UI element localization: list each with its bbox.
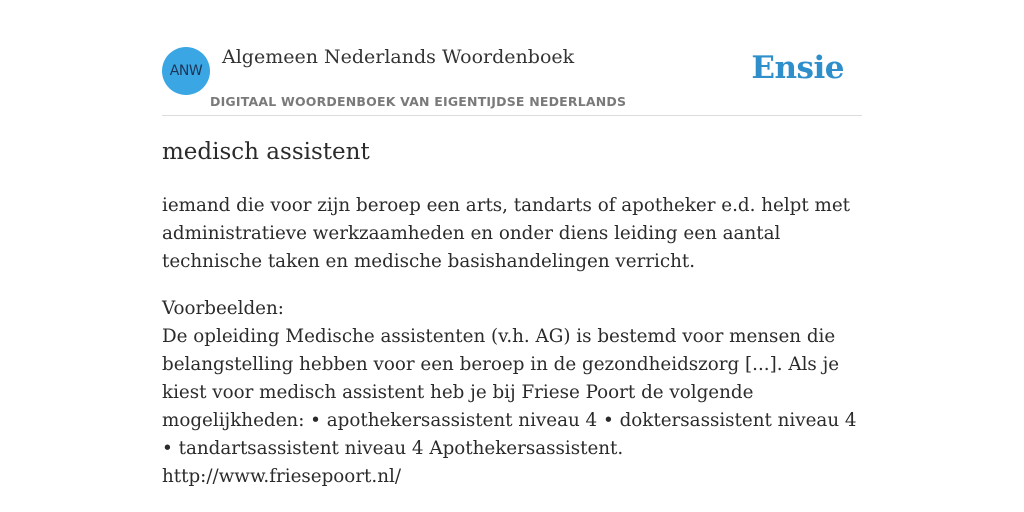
logo-text: ANW <box>169 63 203 79</box>
source-link[interactable]: http://www.friesepoort.nl/ <box>162 466 401 487</box>
dictionary-title[interactable]: Algemeen Nederlands Woordenboek <box>222 46 575 68</box>
ensie-brand-logo[interactable]: Ensie <box>751 50 844 86</box>
dictionary-subtitle: DIGITAAL WOORDENBOEK VAN EIGENTIJDSE NEDERLANDS <box>210 94 627 109</box>
examples-section <box>162 295 862 491</box>
entry-card <box>162 0 862 512</box>
anw-logo[interactable] <box>162 47 210 95</box>
definition-text: iemand die voor zijn beroep een arts, tandarts of apotheker e.d. helpt met administratieve werkzaamheden en onder diens leiding een aantal technische taken en medische basishandelingen verricht. <box>162 195 851 272</box>
headword: medisch assistent <box>162 139 370 165</box>
examples-label: Voorbeelden: <box>162 298 284 319</box>
header-divider <box>162 115 862 116</box>
example-text: De opleiding Medische assistenten (v.h. AG) is bestemd voor mensen die belangstelling hebben voor een beroep in de gezondheidszorg [...]. Als je kiest voor medisch assistent heb je bij Friese Poort de volgende mogelijkheden: • apothekersassistent niveau 4 • doktersassistent niveau 4 • tandartsassistent niveau 4 Apothekersassistent. <box>162 326 857 459</box>
